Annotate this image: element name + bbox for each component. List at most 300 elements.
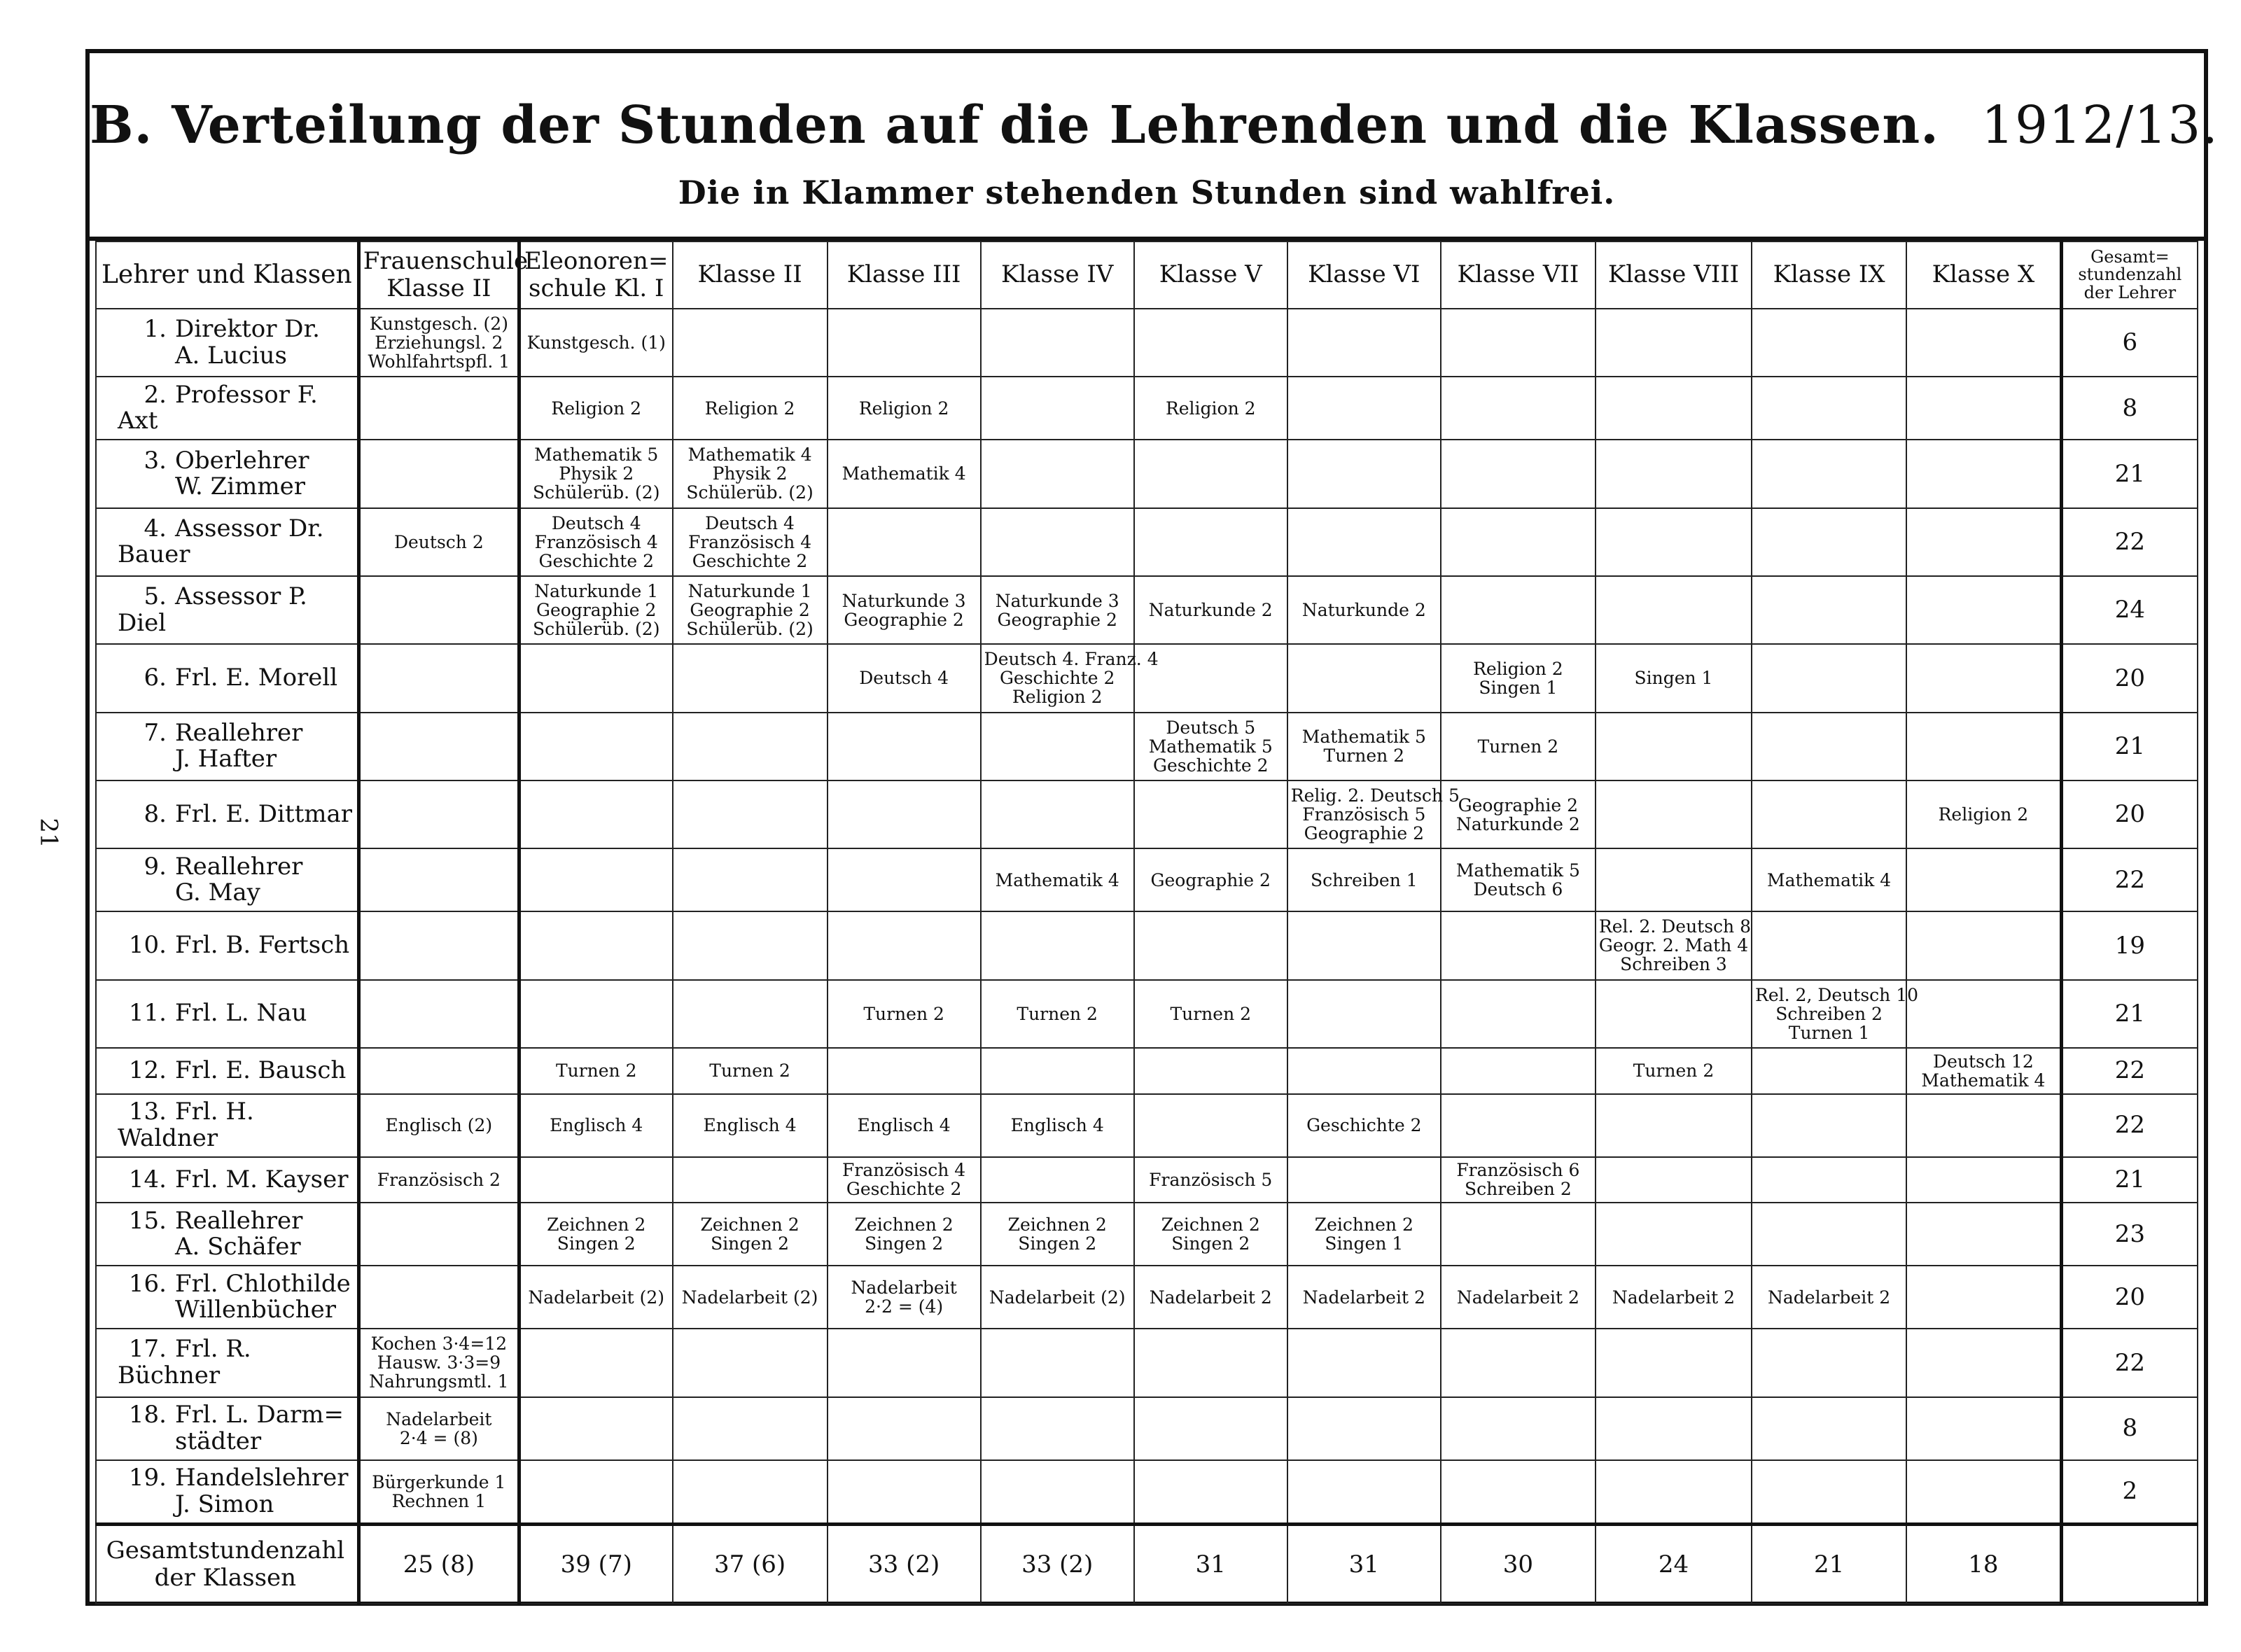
hours-entry: Singen 1 xyxy=(1479,677,1558,698)
teacher-name-line2: Willenbücher xyxy=(175,1296,336,1324)
hours-cell xyxy=(1596,713,1752,780)
hours-cell xyxy=(981,848,1134,911)
hours-entry: Zeichnen 2 xyxy=(1007,1214,1107,1236)
hours-cell xyxy=(673,1094,828,1157)
table-row xyxy=(96,713,2198,780)
class-total-cell: 33 (2) xyxy=(981,1525,1134,1604)
hours-cell xyxy=(358,1329,519,1396)
teacher-name-line1: Oberlehrer xyxy=(175,446,309,475)
teacher-name-cell xyxy=(96,377,358,440)
hours-cell xyxy=(1752,1266,1906,1329)
teacher-name-cell xyxy=(96,1203,358,1266)
header-class-8: Klasse VII xyxy=(1441,241,1596,309)
hours-cell xyxy=(1596,309,1752,377)
hours-cell xyxy=(673,1203,828,1266)
hours-entry: Singen 2 xyxy=(1171,1233,1250,1254)
page-number: 21 xyxy=(34,818,63,848)
hours-cell xyxy=(1752,377,1906,440)
hours-cell xyxy=(1752,309,1906,377)
hours-cell xyxy=(1441,644,1596,712)
hours-cell xyxy=(1441,508,1596,576)
teacher-name-line1: Frl. E. Bausch xyxy=(175,1056,347,1084)
hours-cell xyxy=(1752,1397,1906,1460)
teacher-number: 1. xyxy=(144,315,167,344)
hours-cell xyxy=(828,440,981,507)
hours-cell xyxy=(828,1266,981,1329)
header-class-2: Eleonoren= schule Kl. I xyxy=(519,241,672,309)
hours-cell xyxy=(1752,1094,1906,1157)
hours-cell xyxy=(1596,1094,1752,1157)
hours-cell xyxy=(1134,1397,1287,1460)
hours-cell xyxy=(1287,644,1441,712)
hours-entry: Rel. 2, Deutsch 10 xyxy=(1755,984,1919,1005)
class-total-cell: 18 xyxy=(1906,1525,2061,1604)
hours-entry: Geographie 2 xyxy=(1458,794,1579,816)
hours-entry: Turnen 2 xyxy=(1017,1003,1098,1024)
hours-cell xyxy=(1596,1397,1752,1460)
hours-entry: Singen 2 xyxy=(865,1233,944,1254)
hours-cell xyxy=(1906,713,2061,780)
header-class-3: Klasse II xyxy=(673,241,828,309)
hours-entry: Deutsch 4 xyxy=(705,512,795,533)
teacher-name-line2: W. Zimmer xyxy=(175,472,305,500)
teacher-name-line2: J. Hafter xyxy=(175,745,277,774)
hours-entry: Religion 2 xyxy=(551,398,642,419)
hours-cell xyxy=(519,508,672,576)
hours-cell xyxy=(828,1397,981,1460)
hours-cell xyxy=(1134,980,1287,1048)
hours-cell xyxy=(673,1329,828,1396)
hours-entry: Turnen 2 xyxy=(1477,736,1559,757)
hours-entry: Englisch 4 xyxy=(1010,1115,1104,1135)
grand-total-cell xyxy=(2061,1525,2198,1604)
header-class-9: Klasse VIII xyxy=(1596,241,1752,309)
hours-cell xyxy=(1906,377,2061,440)
hours-cell xyxy=(673,1266,828,1329)
hours-entry: Physik 2 xyxy=(559,463,634,484)
hours-cell xyxy=(1441,1048,1596,1094)
table-row xyxy=(96,1397,2198,1460)
hours-cell xyxy=(1287,1266,1441,1329)
hours-entry: Wohlfahrtspfl. 1 xyxy=(368,351,510,372)
hours-entry: Geographie 2 xyxy=(536,600,657,621)
hours-cell xyxy=(1596,508,1752,576)
teacher-name-cell xyxy=(96,440,358,507)
header-class-10: Klasse IX xyxy=(1752,241,1906,309)
hours-cell xyxy=(828,713,981,780)
hours-cell xyxy=(519,1094,672,1157)
hours-entry: Nadelarbeit 2 xyxy=(1149,1287,1272,1308)
hours-cell xyxy=(1441,1460,1596,1525)
hours-entry: Deutsch 6 xyxy=(1473,879,1563,900)
teacher-total-cell: 6 xyxy=(2061,309,2198,377)
hours-cell xyxy=(1596,1048,1752,1094)
class-total-cell: 25 (8) xyxy=(358,1525,519,1604)
hours-cell xyxy=(1906,980,2061,1048)
teacher-name-cell xyxy=(96,1266,358,1329)
hours-entry: Schreiben 2 xyxy=(1775,1003,1883,1024)
hours-cell xyxy=(981,576,1134,644)
hours-entry: Hausw. 3·3=9 xyxy=(377,1352,501,1373)
hours-cell xyxy=(981,1203,1134,1266)
hours-cell xyxy=(358,1157,519,1203)
class-total-cell: 39 (7) xyxy=(519,1525,672,1604)
table-row xyxy=(96,911,2198,979)
hours-cell xyxy=(1752,848,1906,911)
teacher-name-cell xyxy=(96,1397,358,1460)
teacher-number: 3. xyxy=(144,446,167,475)
hours-entry: Geschichte 2 xyxy=(999,668,1115,689)
hours-entry: Zeichnen 2 xyxy=(1314,1214,1413,1236)
hours-cell xyxy=(1752,713,1906,780)
hours-entry: Rechnen 1 xyxy=(391,1490,487,1511)
teacher-number: 6. xyxy=(144,664,167,692)
teacher-number: 15. xyxy=(128,1206,167,1235)
hours-entry: Kunstgesch. (1) xyxy=(526,332,666,354)
hours-cell xyxy=(828,1460,981,1525)
hours-entry: Mathematik 5 xyxy=(1301,727,1426,748)
teacher-total-cell: 22 xyxy=(2061,1048,2198,1094)
class-total-cell: 31 xyxy=(1287,1525,1441,1604)
hours-cell xyxy=(1596,848,1752,911)
header-class-7: Klasse VI xyxy=(1287,241,1441,309)
teacher-total-cell: 20 xyxy=(2061,1266,2198,1329)
header-class-1: Frauenschule Klasse II xyxy=(358,241,519,309)
teacher-name-cell xyxy=(96,1329,358,1396)
hours-entry: Schreiben 2 xyxy=(1465,1179,1572,1200)
hours-cell xyxy=(1287,780,1460,848)
teacher-number: 9. xyxy=(144,852,167,881)
class-total-cell: 37 (6) xyxy=(673,1525,828,1604)
hours-cell xyxy=(828,780,981,848)
table-row xyxy=(96,980,2198,1048)
hours-cell xyxy=(519,1157,672,1203)
teacher-total-cell: 21 xyxy=(2061,1157,2198,1203)
hours-cell xyxy=(1134,1329,1287,1396)
header-class-4: Klasse III xyxy=(828,241,981,309)
teacher-total-cell: 2 xyxy=(2061,1460,2198,1525)
hours-cell xyxy=(981,644,1159,712)
hours-entry: Schreiben 1 xyxy=(1310,869,1418,890)
hours-entry: Nadelarbeit (2) xyxy=(681,1287,818,1308)
hours-entry: Deutsch 4 xyxy=(551,512,641,533)
hours-cell xyxy=(828,644,981,712)
hours-entry: Religion 2 xyxy=(704,398,795,419)
hours-cell xyxy=(519,440,672,507)
header-class-5: Klasse IV xyxy=(981,241,1134,309)
hours-entry: Turnen 1 xyxy=(1788,1022,1870,1043)
hours-cell xyxy=(358,1094,519,1157)
hours-cell xyxy=(1906,576,2061,644)
hours-cell xyxy=(1752,576,1906,644)
hours-entry: Mathematik 5 xyxy=(534,444,659,465)
hours-cell xyxy=(981,1460,1134,1525)
teacher-total-cell: 8 xyxy=(2061,1397,2198,1460)
hours-cell xyxy=(1906,1203,2061,1266)
hours-cell xyxy=(1287,1397,1441,1460)
totals-row xyxy=(96,1525,2198,1604)
hours-entry: Geschichte 2 xyxy=(538,550,654,571)
table-header-box xyxy=(90,53,2219,241)
hours-cell xyxy=(673,576,828,644)
hours-entry: Französisch 5 xyxy=(1302,804,1426,825)
hours-entry: 2·2 = (4) xyxy=(865,1296,944,1317)
hours-entry: Zeichnen 2 xyxy=(854,1214,954,1236)
hours-cell xyxy=(1134,713,1287,780)
table-row xyxy=(96,576,2198,644)
hours-cell xyxy=(519,1329,672,1396)
hours-cell xyxy=(981,1094,1134,1157)
hours-entry: Naturkunde 2 xyxy=(1455,813,1580,834)
hours-entry: Deutsch 4 xyxy=(859,668,949,689)
table-row xyxy=(96,644,2198,712)
teacher-name-line1: Frl. R. Büchner xyxy=(118,1335,251,1390)
hours-cell xyxy=(358,1048,519,1094)
teacher-name-line2: A. Schäfer xyxy=(175,1233,301,1261)
hours-cell xyxy=(981,1157,1134,1203)
class-total-cell: 21 xyxy=(1752,1525,1906,1604)
teacher-total-cell: 23 xyxy=(2061,1203,2198,1266)
hours-entry: Turnen 2 xyxy=(1170,1003,1252,1024)
hours-cell xyxy=(1134,1266,1287,1329)
hours-entry: Kunstgesch. (2) xyxy=(369,314,508,335)
teacher-name-line1: Direktor Dr. xyxy=(175,315,320,344)
hours-entry: Singen 2 xyxy=(1018,1233,1097,1254)
table-frame xyxy=(85,49,2219,1606)
table-row xyxy=(96,1329,2198,1396)
hours-entry: Geographie 2 xyxy=(690,600,810,621)
teacher-name-line1: Handelslehrer xyxy=(175,1464,349,1492)
teacher-name-line1: Professor F. Axt xyxy=(118,380,318,435)
hours-entry: Relig. 2. Deutsch 5 xyxy=(1290,785,1460,806)
hours-cell xyxy=(673,980,828,1048)
hours-entry: Nahrungsmtl. 1 xyxy=(369,1371,509,1392)
hours-entry: Französisch 5 xyxy=(1149,1169,1273,1190)
hours-cell xyxy=(1287,1329,1441,1396)
hours-cell xyxy=(981,713,1134,780)
hours-cell xyxy=(1287,377,1441,440)
table-row xyxy=(96,440,2198,507)
title-text: B. Verteilung der Stunden auf die Lehrenden und die Klassen. xyxy=(90,95,1939,155)
hours-cell xyxy=(519,309,672,377)
table-row xyxy=(96,1048,2198,1094)
hours-cell xyxy=(981,980,1134,1048)
hours-cell xyxy=(358,780,519,848)
hours-entry: Englisch 4 xyxy=(857,1115,951,1135)
hours-cell xyxy=(1752,780,1906,848)
hours-cell xyxy=(1596,1157,1752,1203)
hours-cell xyxy=(1906,1329,2061,1396)
hours-cell xyxy=(1287,911,1441,979)
hours-entry: Nadelarbeit 2 xyxy=(1612,1287,1736,1308)
hours-cell xyxy=(828,576,981,644)
hours-cell xyxy=(981,911,1134,979)
hours-cell xyxy=(1134,1460,1287,1525)
hours-cell xyxy=(358,440,519,507)
table-row xyxy=(96,1157,2198,1203)
hours-cell xyxy=(1134,576,1287,644)
teacher-total-cell: 22 xyxy=(2061,1094,2198,1157)
hours-cell xyxy=(1752,1203,1906,1266)
hours-entry: Naturkunde 3 xyxy=(995,590,1119,611)
hours-cell xyxy=(1596,780,1752,848)
hours-cell xyxy=(1906,1266,2061,1329)
hours-cell xyxy=(1287,980,1441,1048)
hours-cell xyxy=(519,911,672,979)
teacher-name-line1: Frl. L. Nau xyxy=(175,999,307,1028)
hours-entry: Französisch 2 xyxy=(377,1169,501,1190)
teacher-number: 13. xyxy=(128,1098,167,1126)
hours-entry: Nadelarbeit (2) xyxy=(989,1287,1126,1308)
teacher-total-cell: 21 xyxy=(2061,440,2198,507)
hours-cell xyxy=(981,1397,1134,1460)
teacher-name-line1: Frl. Chlothilde xyxy=(175,1269,351,1298)
hours-entry: Singen 2 xyxy=(557,1233,636,1254)
teacher-name-line1: Frl. B. Fertsch xyxy=(175,931,350,960)
hours-entry: Schreiben 3 xyxy=(1620,954,1727,975)
teacher-name-line1: Frl. E. Dittmar xyxy=(175,799,352,828)
hours-entry: Deutsch 5 xyxy=(1166,717,1256,738)
hours-entry: Englisch (2) xyxy=(385,1115,493,1135)
teacher-total-cell: 24 xyxy=(2061,576,2198,644)
hours-entry: Erziehungsl. 2 xyxy=(375,332,503,354)
table-row xyxy=(96,1460,2198,1525)
hours-cell xyxy=(1134,377,1287,440)
teacher-name-line1: Frl. E. Morell xyxy=(175,664,338,692)
hours-cell xyxy=(981,309,1134,377)
hours-entry: Geschichte 2 xyxy=(1153,755,1269,776)
hours-cell xyxy=(1596,911,1752,979)
hours-cell xyxy=(981,1266,1134,1329)
hours-entry: Naturkunde 1 xyxy=(534,581,659,602)
hours-entry: Geschichte 2 xyxy=(846,1179,962,1200)
teacher-number: 11. xyxy=(128,999,167,1028)
hours-cell xyxy=(673,1157,828,1203)
teacher-total-cell: 21 xyxy=(2061,980,2198,1048)
hours-cell xyxy=(1441,780,1596,848)
class-total-cell: 24 xyxy=(1596,1525,1752,1604)
teacher-total-cell: 21 xyxy=(2061,713,2198,780)
teacher-number: 18. xyxy=(128,1401,167,1429)
teacher-name-cell xyxy=(96,911,358,979)
hours-cell xyxy=(1134,508,1287,576)
teacher-name-line1: Reallehrer xyxy=(175,852,303,881)
hours-entry: Nadelarbeit 2 xyxy=(1456,1287,1579,1308)
hours-cell xyxy=(1596,644,1752,712)
hours-entry: Mathematik 4 xyxy=(1767,869,1892,890)
hours-cell xyxy=(1441,377,1596,440)
hours-cell xyxy=(1596,1329,1752,1396)
hours-entry: Singen 1 xyxy=(1634,668,1713,689)
hours-cell xyxy=(519,1397,672,1460)
teacher-number: 5. xyxy=(144,582,167,611)
hours-entry: Nadelarbeit 2 xyxy=(1302,1287,1425,1308)
hours-entry: Französisch 4 xyxy=(534,531,658,552)
hours-entry: Singen 2 xyxy=(711,1233,790,1254)
hours-entry: Zeichnen 2 xyxy=(1161,1214,1260,1236)
hours-cell xyxy=(358,377,519,440)
hours-cell xyxy=(1906,644,2061,712)
hours-entry: Französisch 6 xyxy=(1456,1160,1580,1181)
teacher-name-line1: Assessor P. Diel xyxy=(118,582,307,637)
teacher-total-cell: 20 xyxy=(2061,644,2198,712)
teacher-total-cell: 22 xyxy=(2061,1329,2198,1396)
hours-entry: Zeichnen 2 xyxy=(547,1214,646,1236)
hours-entry: Geschichte 2 xyxy=(1306,1115,1422,1135)
hours-cell xyxy=(1441,1266,1596,1329)
teacher-total-cell: 22 xyxy=(2061,508,2198,576)
hours-cell xyxy=(828,848,981,911)
teacher-name-cell xyxy=(96,713,358,780)
teacher-name-cell xyxy=(96,1460,358,1525)
hours-cell xyxy=(1287,508,1441,576)
teacher-total-cell: 22 xyxy=(2061,848,2198,911)
hours-cell xyxy=(1134,440,1287,507)
hours-cell xyxy=(1906,1094,2061,1157)
hours-cell xyxy=(1906,1397,2061,1460)
hours-entry: Mathematik 4 xyxy=(1921,1070,2046,1091)
hours-cell xyxy=(1441,1094,1596,1157)
hours-entry: Religion 2 xyxy=(1012,687,1103,708)
hours-cell xyxy=(1287,440,1441,507)
hours-entry: Französisch 4 xyxy=(842,1160,966,1181)
hours-entry: Rel. 2. Deutsch 8 xyxy=(1598,916,1751,937)
hours-cell xyxy=(1134,1094,1287,1157)
teacher-name-line2: A. Lucius xyxy=(175,341,287,370)
hours-cell xyxy=(1441,309,1596,377)
hours-cell xyxy=(828,911,981,979)
hours-entry: Naturkunde 3 xyxy=(842,590,966,611)
hours-entry: Geographie 2 xyxy=(1150,869,1271,890)
hours-cell xyxy=(1596,980,1752,1048)
hours-cell xyxy=(673,1397,828,1460)
hours-cell xyxy=(1287,1048,1441,1094)
hours-cell xyxy=(1596,1266,1752,1329)
hours-cell xyxy=(673,713,828,780)
hours-cell xyxy=(1287,1460,1441,1525)
table-row xyxy=(96,309,2198,377)
hours-entry: Religion 2 xyxy=(1165,398,1256,419)
hours-cell xyxy=(519,780,672,848)
hours-cell xyxy=(828,377,981,440)
hours-cell xyxy=(1134,1157,1287,1203)
hours-cell xyxy=(673,848,828,911)
hours-cell xyxy=(519,980,672,1048)
hours-cell xyxy=(358,1203,519,1266)
hours-cell xyxy=(1906,1157,2061,1203)
teacher-number: 8. xyxy=(144,799,167,828)
hours-cell xyxy=(1134,1203,1287,1266)
hours-cell xyxy=(828,508,981,576)
hours-cell xyxy=(1906,848,2061,911)
teacher-name-line2: städter xyxy=(175,1427,262,1455)
hours-entry: Geographie 2 xyxy=(997,609,1117,630)
hours-cell xyxy=(358,576,519,644)
hours-cell xyxy=(519,576,672,644)
hours-entry: Schülerüb. (2) xyxy=(686,619,814,640)
hours-cell xyxy=(1287,309,1441,377)
teacher-number: 19. xyxy=(128,1464,167,1492)
hours-entry: Zeichnen 2 xyxy=(700,1214,800,1236)
hours-cell xyxy=(1287,1203,1441,1266)
hours-cell xyxy=(1906,911,2061,979)
hours-cell xyxy=(981,508,1134,576)
hours-cell xyxy=(673,780,828,848)
class-total-cell: 31 xyxy=(1134,1525,1287,1604)
hours-cell xyxy=(1441,1157,1596,1203)
hours-cell xyxy=(1906,1048,2061,1094)
hours-cell xyxy=(1134,309,1287,377)
